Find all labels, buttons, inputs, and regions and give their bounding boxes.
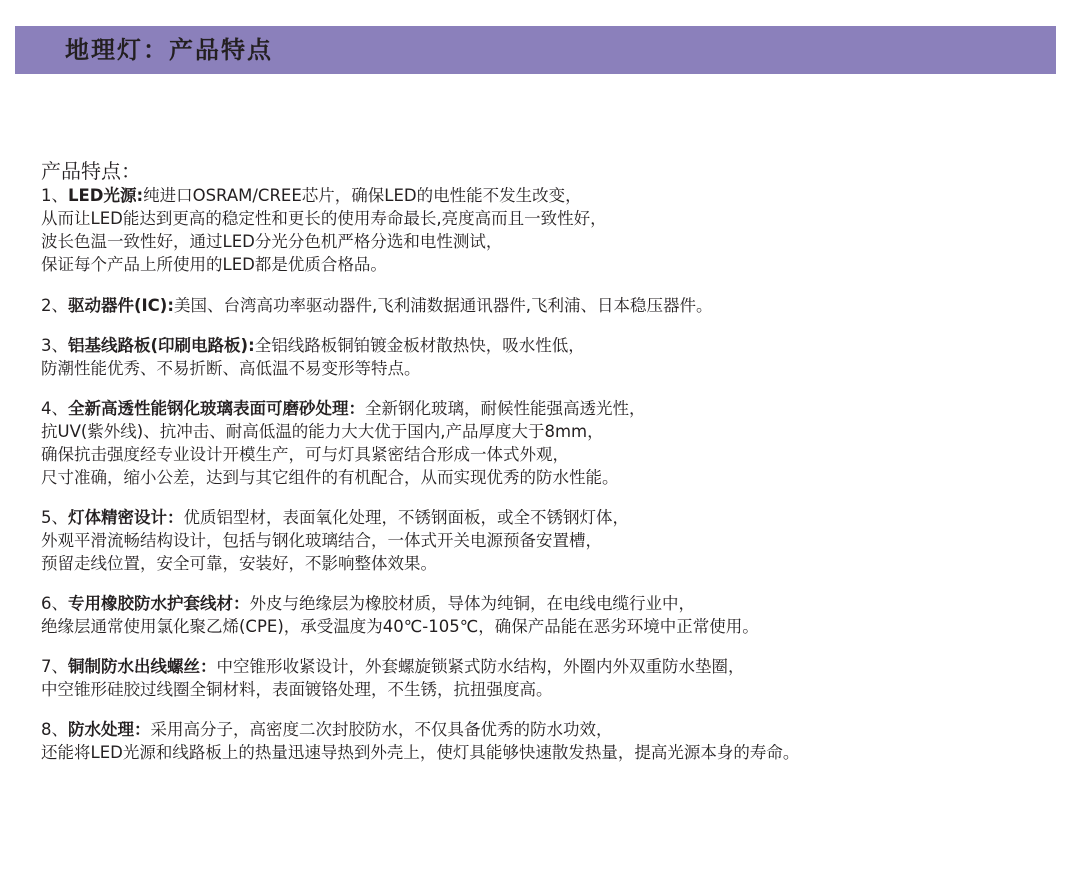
feature-text: 全新钢化玻璃，耐候性能强高透光性，	[365, 399, 646, 418]
feature-section	[41, 397, 1051, 489]
page-title: 地理灯：产品特点	[65, 36, 273, 64]
feature-first-line	[41, 397, 1051, 420]
feature-text: 防潮性能优秀、不易折断、高低温不易变形等特点。	[41, 359, 421, 378]
feature-separator: :	[248, 336, 255, 355]
feature-first-line	[41, 655, 1051, 678]
feature-number: 5、	[41, 508, 68, 527]
feature-heading: 全新高透性能钢化玻璃表面可磨砂处理	[68, 399, 349, 418]
feature-section	[41, 592, 1051, 638]
feature-text: 尺寸准确，缩小公差，达到与其它组件的有机配合，从而实现优秀的防水性能。	[41, 468, 619, 487]
feature-separator: ：	[134, 720, 151, 739]
feature-separator: ：	[348, 399, 365, 418]
feature-line	[41, 357, 1051, 380]
feature-text: 全铝线路板铜铂镀金板材散热快，吸水性低，	[254, 336, 585, 355]
feature-section	[41, 294, 1051, 317]
feature-text: 抗UV(紫外线)、抗冲击、耐高低温的能力大大优于国内,产品厚度大于8mm，	[41, 422, 604, 441]
feature-section	[41, 184, 1051, 276]
feature-number: 8、	[41, 720, 68, 739]
feature-line	[41, 420, 1051, 443]
feature-text: 保证每个产品上所使用的LED都是优质合格品。	[41, 255, 387, 274]
feature-text: 从而让LED能达到更高的稳定性和更长的使用寿命最长,亮度高而且一致性好，	[41, 209, 607, 228]
feature-section	[41, 718, 1051, 764]
feature-number: 2、	[41, 296, 68, 315]
feature-number: 7、	[41, 657, 68, 676]
feature-text: 预留走线位置，安全可靠，安装好，不影响整体效果。	[41, 554, 437, 573]
feature-first-line	[41, 592, 1051, 615]
feature-line	[41, 466, 1051, 489]
feature-separator: ：	[233, 594, 250, 613]
feature-heading: 驱动器件(IC)	[68, 296, 168, 315]
feature-heading: 灯体精密设计	[68, 508, 167, 527]
feature-number: 6、	[41, 594, 68, 613]
feature-heading: LED光源	[68, 186, 137, 205]
feature-first-line	[41, 184, 1051, 207]
feature-section	[41, 506, 1051, 575]
feature-line	[41, 529, 1051, 552]
feature-heading: 铝基线路板(印刷电路板)	[68, 336, 249, 355]
feature-first-line	[41, 506, 1051, 529]
feature-line	[41, 615, 1051, 638]
feature-line	[41, 207, 1051, 230]
feature-section	[41, 655, 1051, 701]
intro-heading: 产品特点：	[41, 159, 141, 183]
feature-text: 波长色温一致性好，通过LED分光分色机严格分选和电性测试，	[41, 232, 503, 251]
feature-line	[41, 552, 1051, 575]
feature-first-line	[41, 334, 1051, 357]
feature-line	[41, 678, 1051, 701]
feature-heading: 专用橡胶防水护套线材	[68, 594, 233, 613]
feature-number: 1、	[41, 186, 68, 205]
feature-text: 绝缘层通常使用氯化聚乙烯(CPE)，承受温度为40℃-105℃，确保产品能在恶劣环境中正常使用。	[41, 617, 759, 636]
feature-text: 采用高分子，高密度二次封胶防水，不仅具备优秀的防水功效，	[150, 720, 613, 739]
header-bar	[15, 26, 1056, 74]
feature-text: 中空锥形收紧设计，外套螺旋锁紧式防水结构，外圈内外双重防水垫圈，	[216, 657, 745, 676]
feature-text: 纯进口OSRAM/CREE芯片，确保LED的电性能不发生改变，	[143, 186, 582, 205]
feature-text: 确保抗击强度经专业设计开模生产，可与灯具紧密结合形成一体式外观，	[41, 445, 569, 464]
feature-line	[41, 741, 1051, 764]
feature-heading: 防水处理	[68, 720, 134, 739]
feature-number: 3、	[41, 336, 68, 355]
feature-first-line	[41, 294, 1051, 317]
feature-separator: ：	[200, 657, 217, 676]
feature-first-line	[41, 718, 1051, 741]
feature-line	[41, 253, 1051, 276]
feature-separator: ：	[167, 508, 184, 527]
feature-text: 优质铝型材，表面氧化处理，不锈钢面板，或全不锈钢灯体，	[183, 508, 629, 527]
feature-line	[41, 230, 1051, 253]
feature-text: 美国、台湾高功率驱动器件,飞利浦数据通讯器件,飞利浦、日本稳压器件。	[173, 296, 713, 315]
feature-number: 4、	[41, 399, 68, 418]
feature-text: 中空锥形硅胶过线圈全铜材料，表面镀铬处理，不生锈，抗扭强度高。	[41, 680, 553, 699]
feature-section	[41, 334, 1051, 380]
sections-container	[41, 184, 1051, 764]
feature-text: 外观平滑流畅结构设计，包括与钢化玻璃结合，一体式开关电源预备安置槽，	[41, 531, 602, 550]
feature-heading: 铜制防水出线螺丝	[68, 657, 200, 676]
feature-separator: :	[136, 186, 144, 205]
feature-separator: :	[167, 296, 174, 315]
feature-list	[41, 158, 1051, 764]
feature-text: 还能将LED光源和线路板上的热量迅速导热到外壳上，使灯具能够快速散发热量，提高光源本身的寿命。	[41, 743, 800, 762]
feature-text: 外皮与绝缘层为橡胶材质，导体为纯铜，在电线电缆行业中，	[249, 594, 695, 613]
feature-line	[41, 443, 1051, 466]
